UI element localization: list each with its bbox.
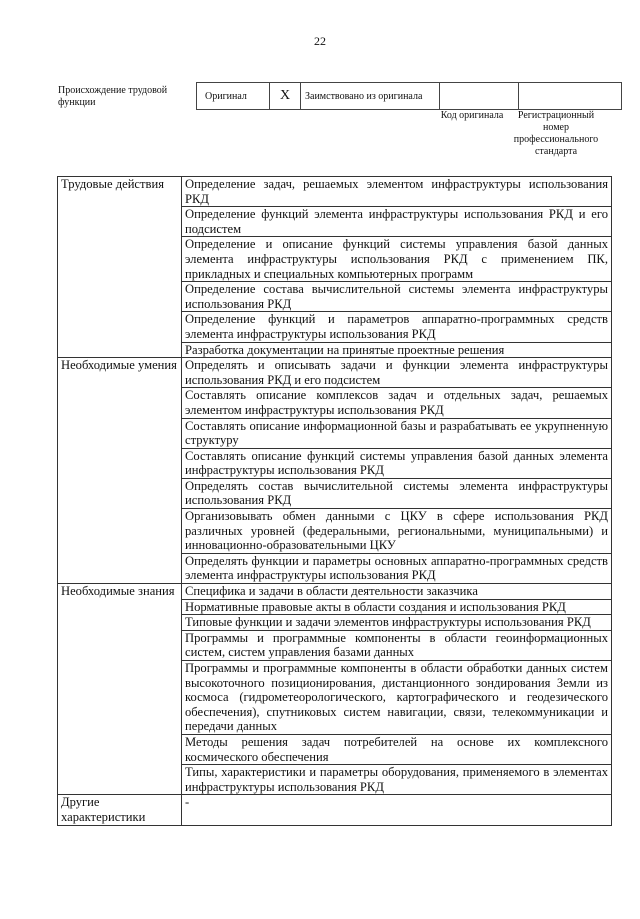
labor-function-table-body bbox=[58, 177, 612, 826]
origin-label: Происхождение трудовой функции bbox=[58, 85, 168, 108]
borrowed-label: Заимствовано из оригинала bbox=[301, 83, 440, 110]
table-row bbox=[58, 358, 612, 388]
registration-number-cell bbox=[519, 83, 622, 110]
section-item: Определять состав вычислительной системы элемента инфраструктуры использования РКД bbox=[182, 478, 612, 508]
original-label: Оригинал bbox=[197, 83, 270, 110]
table-row bbox=[58, 177, 612, 207]
section-item: Составлять описание комплексов задач и отдельных задач, решаемых элементом инфраструктуры использования РКД bbox=[182, 388, 612, 418]
section-item: Организовывать обмен данными с ЦКУ в сфере использования РКД различных уровней (федеральными, региональными, муниципальными) и инновационно-образовательными ЦКУ bbox=[182, 509, 612, 554]
section-label: Необходимые умения bbox=[58, 358, 182, 584]
section-label: Необходимые знания bbox=[58, 584, 182, 795]
section-item: Определение состава вычислительной системы элемента инфраструктуры использования РКД bbox=[182, 282, 612, 312]
section-item: Специфика и задачи в области деятельности заказчика bbox=[182, 584, 612, 600]
section-item: Определение функций и параметров аппаратно-программных средств элемента инфраструктуры использования РКД bbox=[182, 312, 612, 342]
section-item: Определять функции и параметры основных аппаратно-программных средств элемента инфраструктуры использования РКД bbox=[182, 553, 612, 583]
section-item: Определение функций элемента инфраструктуры использования РКД и его подсистем bbox=[182, 207, 612, 237]
section-label: Другие характеристики bbox=[58, 795, 182, 825]
section-item: Определение задач, решаемых элементом инфраструктуры использования РКД bbox=[182, 177, 612, 207]
original-code-caption: Код оригинала bbox=[440, 110, 504, 121]
table-row bbox=[58, 795, 612, 825]
section-item: Разработка документации на принятые проектные решения bbox=[182, 342, 612, 358]
section-item: Нормативные правовые акты в области создания и использования РКД bbox=[182, 599, 612, 615]
section-item: - bbox=[182, 795, 612, 825]
section-item: Составлять описание информационной базы и разрабатывать ее укрупненную структуру bbox=[182, 418, 612, 448]
origin-table bbox=[196, 82, 622, 110]
section-item: Методы решения задач потребителей на основе их комплексного космического обеспечения bbox=[182, 734, 612, 764]
labor-function-table bbox=[57, 176, 612, 826]
section-item: Типовые функции и задачи элементов инфраструктуры использования РКД bbox=[182, 615, 612, 631]
section-label: Трудовые действия bbox=[58, 177, 182, 358]
section-item: Программы и программные компоненты в области обработки данных систем высокоточного позиционирования, дистанционного зондирования Земли из космоса (гидрометеорологического, картографического и геодезического обеспечения), спутниковых систем навигации, связи, телекоммуникации и передачи данных bbox=[182, 661, 612, 735]
registration-number-caption: Регистрационный номер профессионального стандарта bbox=[513, 110, 599, 157]
section-item: Программы и программные компоненты в области геоинформационных систем, систем управления базами данных bbox=[182, 630, 612, 660]
section-item: Типы, характеристики и параметры оборудования, применяемого в элементах инфраструктуры использования РКД bbox=[182, 765, 612, 795]
section-item: Определять и описывать задачи и функции элемента инфраструктуры использования РКД и его подсистем bbox=[182, 358, 612, 388]
section-item: Определение и описание функций системы управления базой данных элемента инфраструктуры использования РКД с применением ПК, прикладных и специальных компьютерных программ bbox=[182, 237, 612, 282]
table-row bbox=[58, 584, 612, 600]
section-item: Составлять описание функций системы управления базой данных элемента инфраструктуры использования РКД bbox=[182, 448, 612, 478]
original-mark: X bbox=[270, 83, 301, 110]
original-code-cell bbox=[440, 83, 519, 110]
page-number: 22 bbox=[314, 34, 326, 48]
